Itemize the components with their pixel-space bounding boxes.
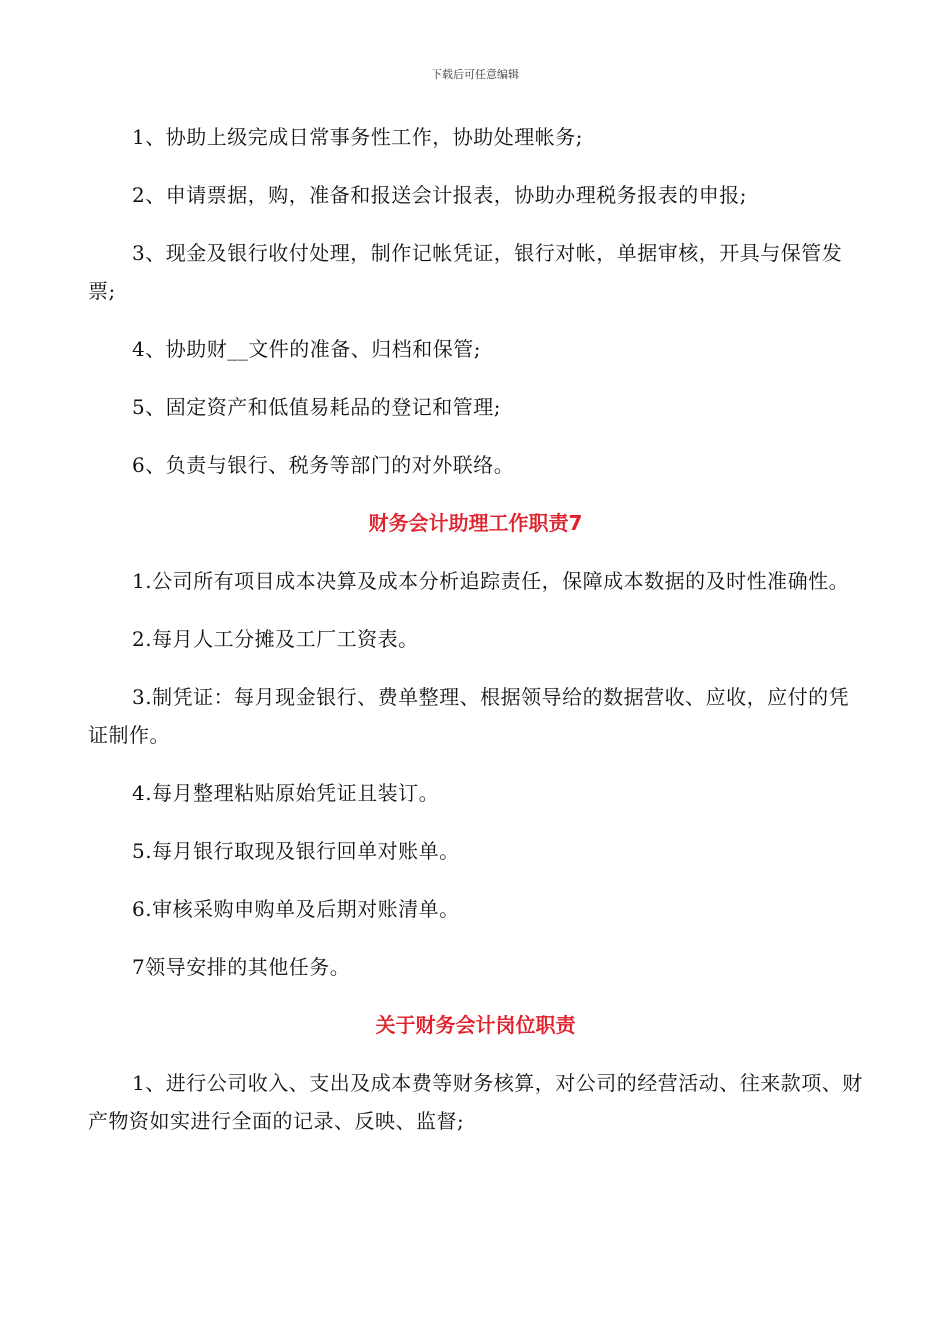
list-item: 5、固定资产和低值易耗品的登记和管理; <box>132 395 501 419</box>
document-body <box>88 118 863 1160</box>
list-item: 7领导安排的其他任务。 <box>132 955 351 979</box>
list-item: 3.制凭证：每月现金银行、费单整理、根据领导给的数据营收、应收，应付的凭证制作。 <box>88 685 850 747</box>
section-heading: 财务会计助理工作职责7 <box>368 511 583 535</box>
list-item: 1、协助上级完成日常事务性工作，协助处理帐务; <box>132 125 583 149</box>
list-item: 6.审核采购申购单及后期对账清单。 <box>132 897 460 921</box>
section-heading: 关于财务会计岗位职责 <box>375 1013 576 1037</box>
list-item: 6、负责与银行、税务等部门的对外联络。 <box>132 453 515 477</box>
page-header: 下载后可任意编辑 <box>431 68 519 81</box>
list-item: 2、申请票据，购，准备和报送会计报表，协助办理税务报表的申报; <box>132 183 747 207</box>
list-item: 3、现金及银行收付处理，制作记帐凭证，银行对帐，单据审核，开具与保管发票; <box>88 241 843 303</box>
list-item: 5.每月银行取现及银行回单对账单。 <box>132 839 460 863</box>
list-item: 1、进行公司收入、支出及成本费等财务核算，对公司的经营活动、往来款项、财产物资如实进行全面的记录、反映、监督; <box>88 1071 863 1133</box>
list-item: 4、协助财__文件的准备、归档和保管; <box>132 337 481 361</box>
list-item: 2.每月人工分摊及工厂工资表。 <box>132 627 419 651</box>
list-item: 1.公司所有项目成本决算及成本分析追踪责任，保障成本数据的及时性准确性。 <box>132 569 850 593</box>
list-item: 4.每月整理粘贴原始凭证且装订。 <box>132 781 440 805</box>
